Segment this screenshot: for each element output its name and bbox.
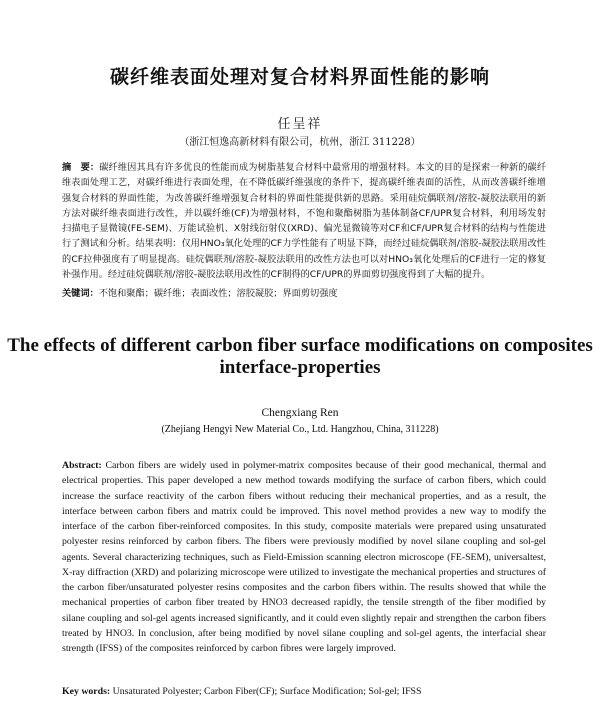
chinese-abstract-text: 碳纤维因其具有许多优良的性能而成为树脂基复合材料中最常用的增强材料。本文的目的是探索一种新的碳纤维表面处理工艺，对碳纤维进行表面处理，在不降低碳纤维强度的条件下，提高碳纤维表面的活性，从而改善碳纤维增强复合材料的界面性能，为改善碳纤维增强复合材料的界面性能提供新的思路。采用硅烷偶联剂/溶胶-凝胶法联用的新方法对碳纤维表面进行改性，并以碳纤维(CF)为增强材料，不饱和聚酯树脂为基体制备CF/UPR复合材料，利用场发射扫描电子显微镜(FE-SEM)、万能试验机、X射线衍射仪(XRD)、偏光显微镜等对CF和CF/UPR复合材料的结构与性能进行了测试和分析。结果表明：仅用HNO₃氧化处理的CF力学性能有了明显下降，而经过硅烷偶联剂/溶胶-凝胶法联用改性的CF拉伸强度有了明显提高。硅烷偶联剂/溶胶-凝胶法联用的改性方法也可以对HNO₃氧化处理后的CF进行一定的修复补强作用。经过硅烷偶联剂/溶胶-凝胶法联用改性的CF制得的CF/UPR的界面剪切强度得到了大幅的提升。	[62, 162, 547, 281]
chinese-abstract	[62, 160, 546, 282]
chinese-keywords	[62, 285, 546, 299]
chinese-keywords-label: 关键词：	[62, 288, 99, 299]
english-affiliation: (Zhejiang Hengyi New Material Co., Ltd. Hangzhou, China, 311228)	[161, 424, 439, 435]
english-author: Chengxiang Ren	[261, 407, 339, 419]
english-keywords-text: Unsaturated Polyester; Carbon Fiber(CF); Surface Modification; Sol-gel; IFSS	[112, 686, 422, 697]
chinese-author: 任呈祥	[277, 117, 323, 132]
english-abstract	[62, 458, 546, 656]
chinese-affiliation: （浙江恒逸高新材料有限公司，杭州，浙江 311228）	[179, 137, 421, 148]
chinese-keywords-text: 不饱和聚酯；碳纤维；表面改性；溶胶凝胶；界面剪切强度	[98, 288, 338, 299]
chinese-title: 碳纤维表面处理对复合材料界面性能的影响	[109, 66, 490, 88]
english-abstract-label: Abstract:	[62, 460, 102, 471]
english-title: The effects of different carbon fiber surface modifications on composites interface-properties	[7, 335, 593, 378]
chinese-abstract-label: 摘 要：	[62, 162, 100, 173]
english-keywords-label: Key words:	[62, 686, 111, 697]
english-keywords	[62, 686, 546, 697]
english-abstract-text: Carbon fibers are widely used in polymer-matrix composites because of their good mechanical, thermal and electrical properties. This paper developed a new method towards modifying the surface of carbon fibers, which could increase the surface reactivity of the carbon fibers without reducing their mechanical properties, and as a result, the interface between carbon fibers and matrix could be improved. This novel method provides a new way to modify the interface of the carbon fiber-reinforced composites. In this study, composite materials were prepared using unsaturated polyester resins reinforced by carbon fibers. The fibers were previously modified by novel silane coupling and sol-gel agents. Several characterizing techniques, such as Field-Emission scanning electron microscope (FE-SEM), universaltest, X-ray diffraction (XRD) and polarizing microscope were utilized to investigate the mechanical properties and structures of the carbon fiber/unsaturated polyester resins composites and the carbon fibers within. The results showed that while the mechanical properties of carbon fiber treated by HNO3 decreased rapidly, the tensile strength of the fiber modified by silane coupling and sol-gel agents increased significantly, and it could even slightly repair and strengthen the carbon fibers treated by HNO3. In conclusion, after being modified by novel silane coupling and sol-gel agents, the interfacial shear strength (IFSS) of the composites reinforced by carbon fibres were largely improved.	[62, 460, 546, 654]
